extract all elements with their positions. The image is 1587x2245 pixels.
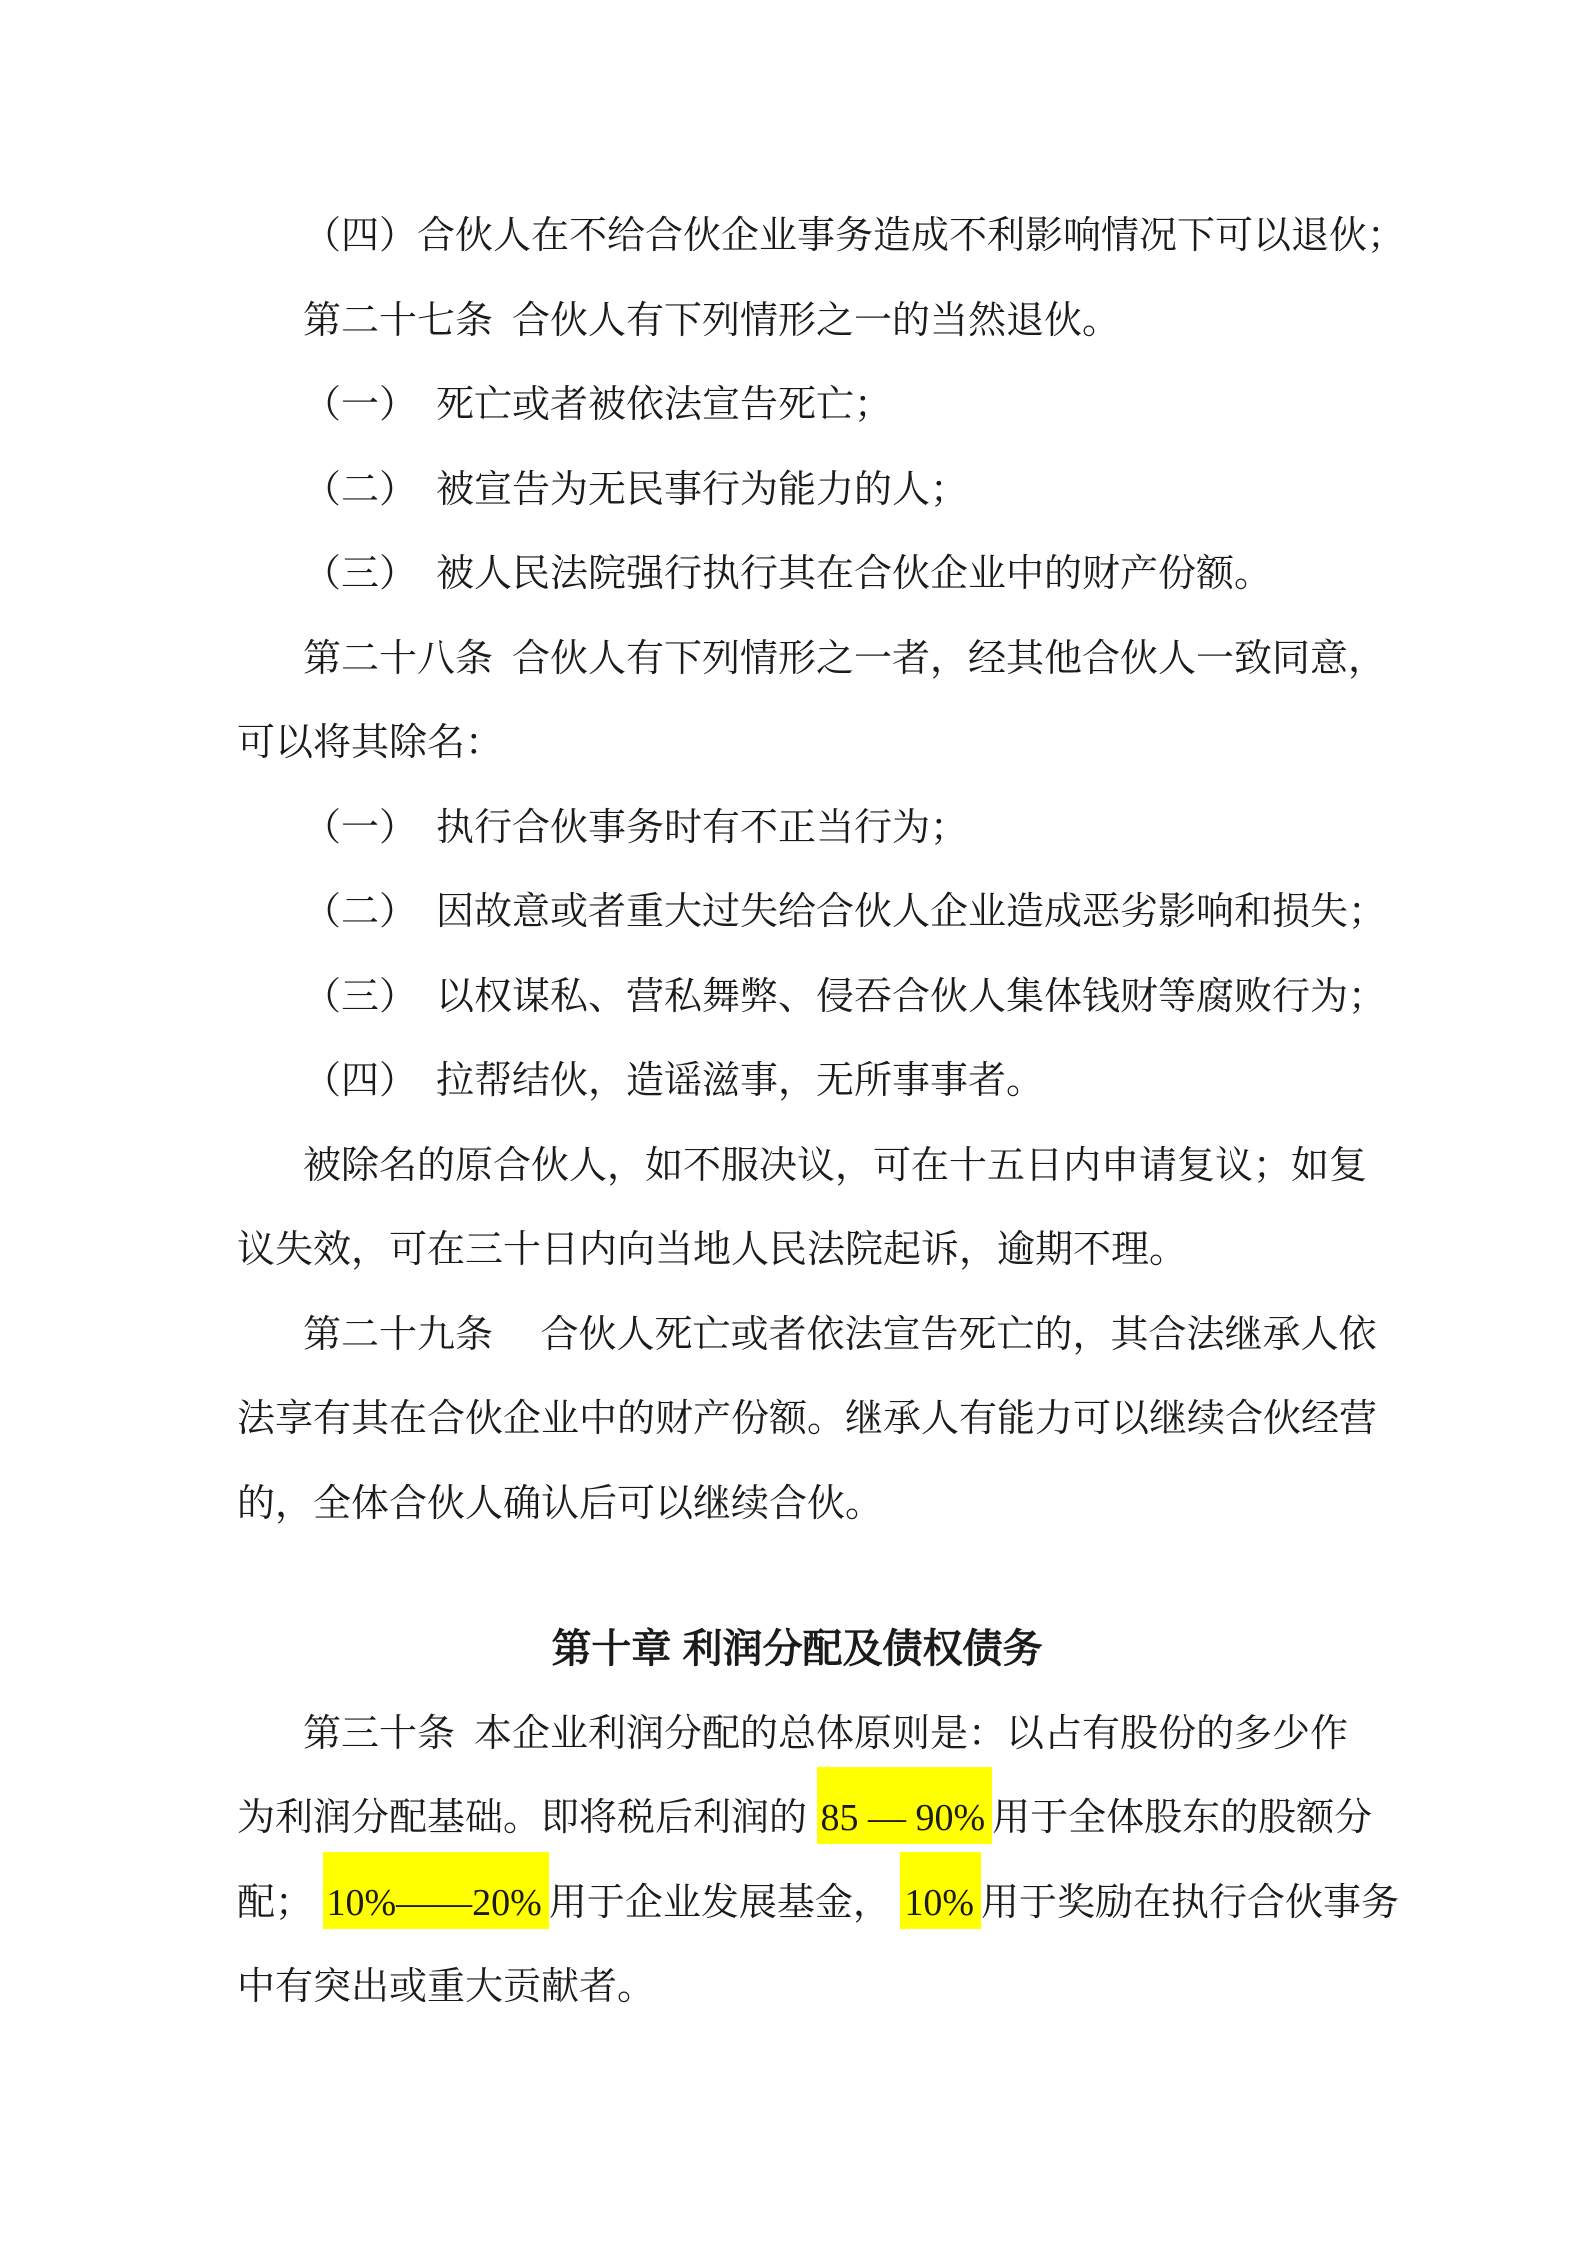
document-line (237, 1039, 1357, 1124)
document-line (237, 279, 1357, 364)
document-line (237, 1861, 1400, 1946)
text-segment: 中有突出或重大贡献者。 (237, 1966, 656, 2008)
text-segment: （三） 以权谋私、营私舞弊、侵吞合伙人集体钱财等腐败行为； (303, 975, 1387, 1018)
highlighted-text-segment: 10% (900, 1852, 981, 1929)
text-segment: 配； (237, 1881, 323, 1924)
text-segment: （二） 被宣告为无民事行为能力的人； (303, 468, 969, 511)
text-segment: 第二十七条 合伙人有下列情形之一的当然退伙。 (303, 299, 1121, 342)
highlighted-text-segment: 85 — 90% (817, 1767, 993, 1844)
text-segment: 第三十条 本企业利润分配的总体原则是：以占有股份的多少作 (303, 1712, 1349, 1755)
text-segment: （一） 执行合伙事务时有不正当行为； (303, 806, 969, 849)
text-segment: 被除名的原合伙人，如不服决议，可在十五日内申请复议；如复 (303, 1144, 1368, 1187)
document-line (237, 532, 1357, 617)
document-line (237, 1692, 1357, 1777)
document-line (237, 363, 1357, 448)
text-segment: 第十章 利润分配及债权债务 (551, 1627, 1043, 1671)
document-line (237, 1377, 1378, 1462)
document-line (237, 1945, 1357, 2030)
document-line (237, 1124, 1368, 1209)
text-segment: 第二十九条 合伙人死亡或者依法宣告死亡的，其合法继承人依 (303, 1313, 1377, 1356)
text-segment: （二） 因故意或者重大过失给合伙人企业造成恶劣影响和损失； (303, 891, 1387, 933)
document-line (237, 870, 1387, 955)
document-line (237, 1462, 1357, 1547)
text-segment: 议失效，可在三十日内向当地人民法院起诉，逾期不理。 (237, 1229, 1188, 1271)
text-segment: 用于企业发展基金， (548, 1881, 901, 1924)
document-line (237, 1208, 1357, 1293)
document-line (237, 786, 1357, 871)
chapter-heading (237, 1607, 1357, 1692)
text-segment: （四） 拉帮结伙，造谣滋事，无所事事者。 (303, 1060, 1045, 1102)
document-body (237, 194, 1406, 2030)
section-spacer (237, 1546, 1357, 1607)
document-line (237, 617, 1387, 702)
text-segment: 法享有其在合伙企业中的财产份额。继承人有能力可以继续合伙经营 (237, 1398, 1378, 1440)
text-segment: 的，全体合伙人确认后可以继续合伙。 (237, 1482, 884, 1525)
document-line (237, 1293, 1377, 1378)
document-line (237, 701, 1357, 786)
document-line (237, 194, 1406, 279)
text-segment: 用于全体股东的股额分 (992, 1797, 1373, 1839)
text-segment: 可以将其除名： (237, 722, 504, 764)
highlighted-text-segment: 10%——20% (323, 1852, 549, 1929)
document-line (237, 955, 1387, 1040)
text-segment: 用于奖励在执行合伙事务 (981, 1881, 1400, 1924)
text-segment: （四）合伙人在不给合伙企业事务造成不利影响情况下可以退伙； (303, 215, 1406, 257)
text-segment: 为利润分配基础。即将税后利润的 (237, 1797, 817, 1839)
text-segment: （三） 被人民法院强行执行其在合伙企业中的财产份额。 (303, 553, 1273, 595)
text-segment: 第二十八条 合伙人有下列情形之一者，经其他合伙人一致同意， (303, 637, 1387, 680)
document-line (237, 448, 1357, 533)
text-segment: （一） 死亡或者被依法宣告死亡； (303, 384, 893, 426)
document-line (237, 1776, 1373, 1861)
